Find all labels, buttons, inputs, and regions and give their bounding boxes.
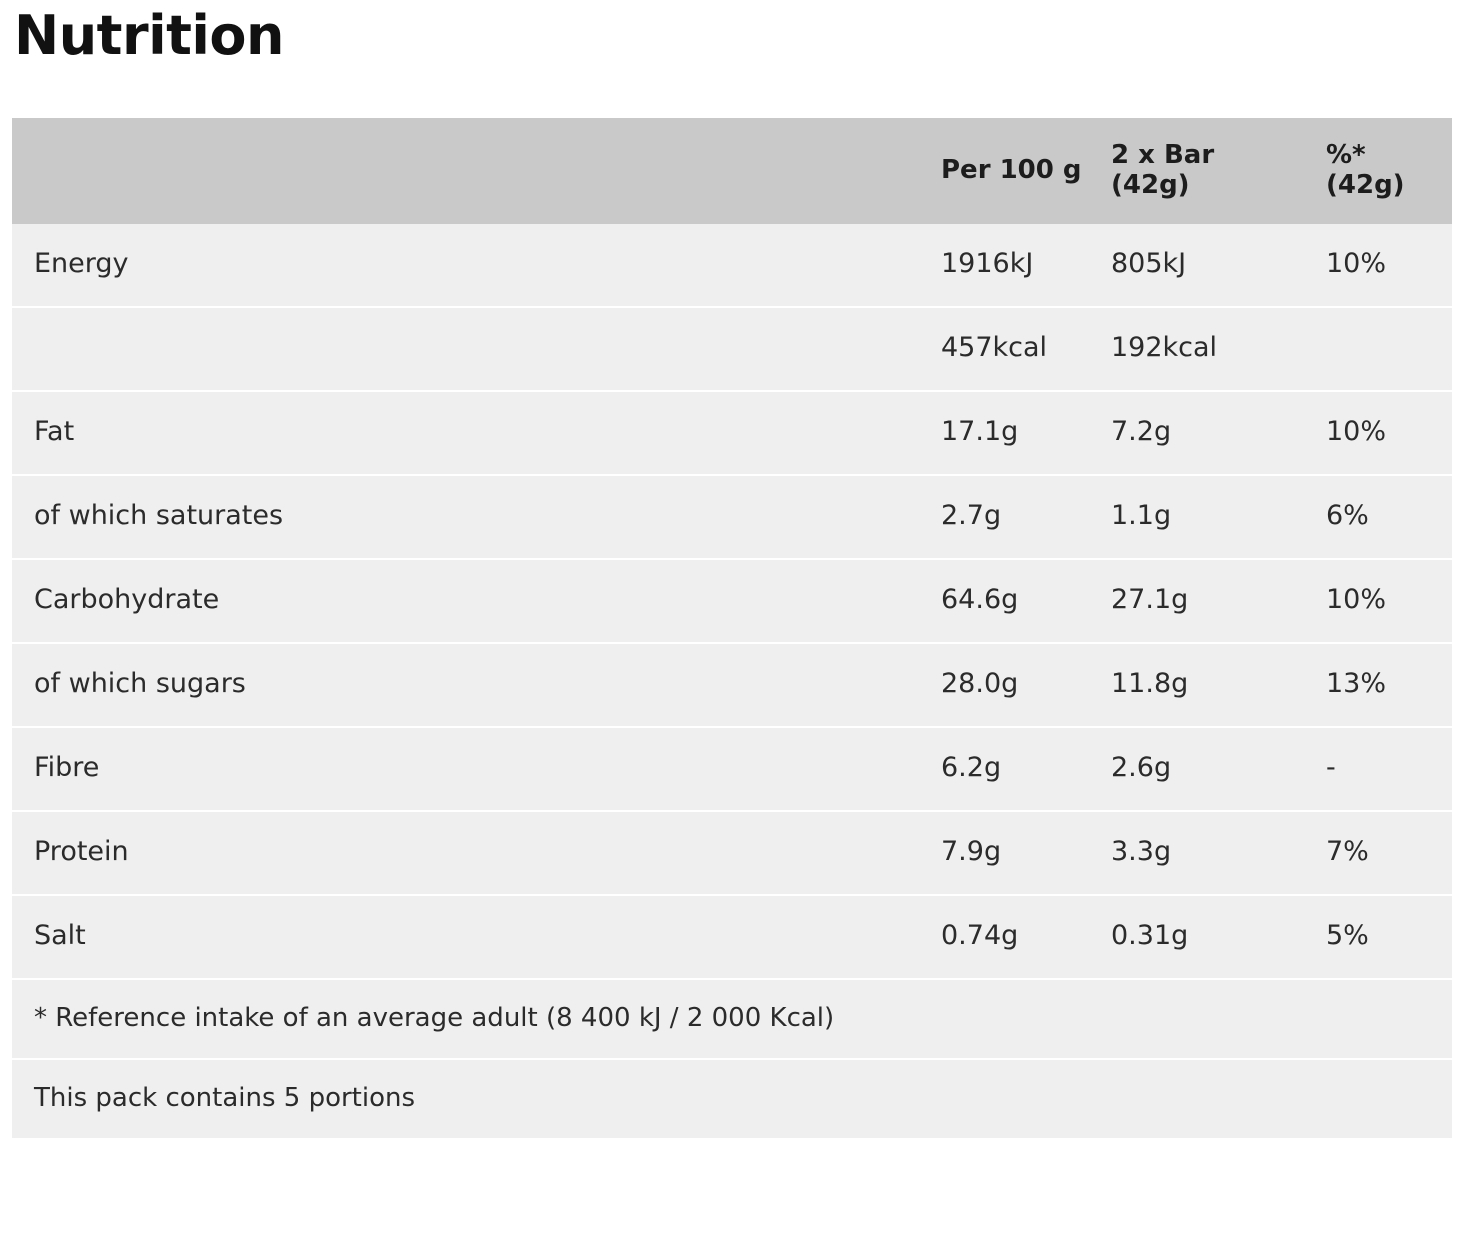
nutrient-percent: 10% — [1312, 224, 1452, 307]
nutrient-per-serving: 3.3g — [1097, 811, 1312, 895]
nutrient-per-serving: 7.2g — [1097, 391, 1312, 475]
table-row — [12, 895, 1452, 979]
table-body — [12, 224, 1452, 1138]
nutrient-name: of which saturates — [12, 475, 927, 559]
nutrient-name: Fat — [12, 391, 927, 475]
nutrient-name: Fibre — [12, 727, 927, 811]
nutrient-percent: 6% — [1312, 475, 1452, 559]
nutrient-name: Carbohydrate — [12, 559, 927, 643]
nutrient-per-100g: 64.6g — [927, 559, 1097, 643]
table-header-row — [12, 118, 1452, 224]
column-header-nutrient — [12, 118, 927, 224]
table-row — [12, 391, 1452, 475]
nutrient-per-100g: 1916kJ — [927, 224, 1097, 307]
nutrient-name: Protein — [12, 811, 927, 895]
nutrient-per-100g: 28.0g — [927, 643, 1097, 727]
nutrient-name: Salt — [12, 895, 927, 979]
reference-intake-note: * Reference intake of an average adult (8 400 kJ / 2 000 Kcal) — [12, 979, 1452, 1059]
nutrient-percent: 7% — [1312, 811, 1452, 895]
nutrient-per-serving: 805kJ — [1097, 224, 1312, 307]
column-header-percent: %* (42g) — [1312, 118, 1452, 224]
table-row — [12, 307, 1452, 391]
nutrient-per-serving: 2.6g — [1097, 727, 1312, 811]
nutrient-name: of which sugars — [12, 643, 927, 727]
page-title: Nutrition — [14, 4, 284, 67]
nutrient-per-100g: 457kcal — [927, 307, 1097, 391]
table-row — [12, 643, 1452, 727]
nutrient-per-100g: 0.74g — [927, 895, 1097, 979]
nutrient-percent: 10% — [1312, 391, 1452, 475]
table-row — [12, 559, 1452, 643]
nutrient-percent — [1312, 307, 1452, 391]
table-row — [12, 811, 1452, 895]
table-row — [12, 727, 1452, 811]
nutrient-per-serving: 11.8g — [1097, 643, 1312, 727]
nutrient-per-100g: 17.1g — [927, 391, 1097, 475]
table-row — [12, 224, 1452, 307]
nutrient-per-serving: 1.1g — [1097, 475, 1312, 559]
table-footnote-row — [12, 979, 1452, 1059]
nutrient-per-100g: 7.9g — [927, 811, 1097, 895]
nutrient-per-100g: 2.7g — [927, 475, 1097, 559]
column-header-per-100g: Per 100 g — [927, 118, 1097, 224]
nutrient-percent: 13% — [1312, 643, 1452, 727]
table-header — [12, 118, 1452, 224]
nutrient-per-serving: 192kcal — [1097, 307, 1312, 391]
nutrient-per-100g: 6.2g — [927, 727, 1097, 811]
nutrient-per-serving: 27.1g — [1097, 559, 1312, 643]
table-footnote-row — [12, 1059, 1452, 1138]
nutrient-per-serving: 0.31g — [1097, 895, 1312, 979]
nutrient-name — [12, 307, 927, 391]
portions-note: This pack contains 5 portions — [12, 1059, 1452, 1138]
nutrient-percent: 5% — [1312, 895, 1452, 979]
nutrition-table-container — [12, 118, 1452, 1138]
nutrient-percent: 10% — [1312, 559, 1452, 643]
nutrient-percent: - — [1312, 727, 1452, 811]
table-row — [12, 475, 1452, 559]
column-header-serving: 2 x Bar (42g) — [1097, 118, 1312, 224]
nutrition-table — [12, 118, 1452, 1138]
nutrient-name: Energy — [12, 224, 927, 307]
